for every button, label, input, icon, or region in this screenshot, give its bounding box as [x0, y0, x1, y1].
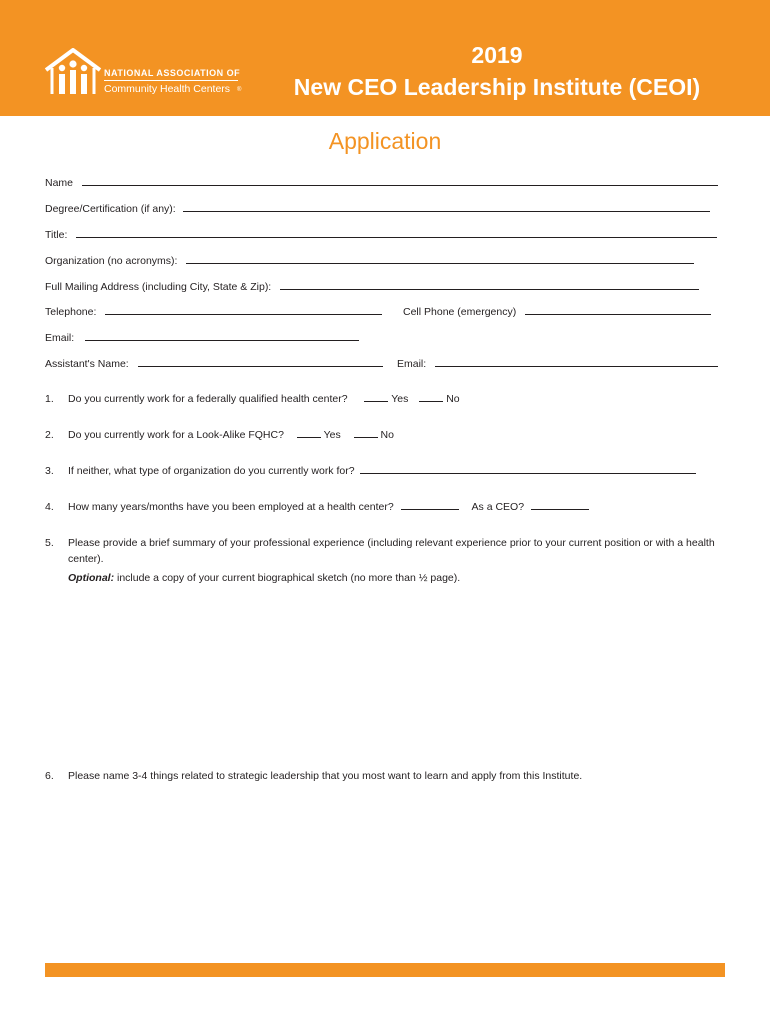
- question-6-number: 6.: [45, 770, 54, 782]
- question-5-text: Please provide a brief summary of your professional experience (including relevant experience prior to your current position or with a health center).: [68, 537, 715, 565]
- logo-registered-mark: ®: [237, 87, 242, 93]
- application-heading: Application: [328, 128, 442, 154]
- q2-no-label: No: [380, 429, 394, 441]
- question-4-text: How many years/months have you been employed at a health center?: [68, 501, 394, 513]
- name-field[interactable]: [82, 175, 718, 186]
- assistant-field[interactable]: [138, 356, 383, 367]
- assistant-row: [45, 356, 383, 371]
- logo-org-line1: NATIONAL ASSOCIATION OF: [104, 68, 241, 78]
- title-label: Title:: [45, 229, 68, 241]
- q4-ceo-blank[interactable]: [531, 499, 589, 510]
- q1-yes-blank[interactable]: [364, 391, 388, 402]
- question-3-number: 3.: [45, 465, 54, 477]
- nachc-logo: [44, 48, 254, 100]
- q3-answer-blank[interactable]: [360, 463, 696, 474]
- q2-yes-label: Yes: [323, 429, 341, 441]
- question-2: [68, 427, 394, 443]
- assistant-label: Assistant's Name:: [45, 358, 129, 370]
- q4-years-blank[interactable]: [401, 499, 459, 510]
- header-title: New CEO Leadership Institute (CEOI): [293, 74, 701, 100]
- q2-no-blank[interactable]: [354, 427, 378, 438]
- logo-org-line2: Community Health Centers: [104, 83, 231, 95]
- q1-yes-label: Yes: [391, 393, 409, 405]
- question-4: [68, 499, 589, 515]
- degree-label: Degree/Certification (if any):: [45, 203, 176, 215]
- header-band: [0, 0, 770, 116]
- assistant-email-row: [397, 356, 718, 371]
- question-5-number: 5.: [45, 537, 54, 549]
- cell-row: [403, 304, 711, 319]
- question-2-text: Do you currently work for a Look-Alike FQHC?: [68, 429, 284, 441]
- organization-label: Organization (no acronyms):: [45, 255, 178, 267]
- organization-row: [45, 253, 694, 268]
- email-row: [45, 330, 359, 345]
- q1-no-blank[interactable]: [419, 391, 443, 402]
- degree-row: [45, 201, 710, 216]
- q2-yes-blank[interactable]: [297, 427, 321, 438]
- telephone-row: [45, 304, 382, 319]
- email-label: Email:: [45, 332, 75, 344]
- question-2-number: 2.: [45, 429, 54, 441]
- degree-field[interactable]: [183, 201, 710, 212]
- title-field[interactable]: [76, 227, 717, 238]
- optional-label: Optional:: [68, 572, 115, 584]
- question-1-text: Do you currently work for a federally qualified health center?: [68, 393, 348, 405]
- name-row: [45, 175, 718, 190]
- telephone-label: Telephone:: [45, 306, 97, 318]
- house-family-icon: [44, 48, 102, 98]
- organization-field[interactable]: [186, 253, 694, 264]
- footer-bar: [45, 963, 725, 977]
- cell-field[interactable]: [525, 304, 711, 315]
- logo-divider: [104, 80, 238, 81]
- question-3: [68, 463, 696, 479]
- optional-text: include a copy of your current biographical sketch (no more than ½ page).: [114, 572, 461, 584]
- question-3-text: If neither, what type of organization do you currently work for?: [68, 465, 355, 477]
- assistant-email-field[interactable]: [435, 356, 718, 367]
- cell-label: Cell Phone (emergency): [403, 306, 517, 318]
- question-1: [68, 391, 460, 407]
- question-6-text: Please name 3-4 things related to strategic leadership that you most want to learn and apply from this Institute.: [68, 770, 583, 782]
- email-field[interactable]: [85, 330, 359, 341]
- header-year: 2019: [471, 42, 523, 68]
- question-1-number: 1.: [45, 393, 54, 405]
- title-row: [45, 227, 717, 242]
- address-label: Full Mailing Address (including City, State & Zip):: [45, 281, 272, 293]
- assistant-email-label: Email:: [397, 358, 427, 370]
- q4-ceo-label: As a CEO?: [471, 501, 525, 513]
- address-row: [45, 279, 699, 294]
- name-label: Name: [45, 177, 74, 189]
- telephone-field[interactable]: [105, 304, 382, 315]
- question-4-number: 4.: [45, 501, 54, 513]
- q1-no-label: No: [446, 393, 460, 405]
- address-field[interactable]: [280, 279, 699, 290]
- question-5-optional: [68, 570, 460, 586]
